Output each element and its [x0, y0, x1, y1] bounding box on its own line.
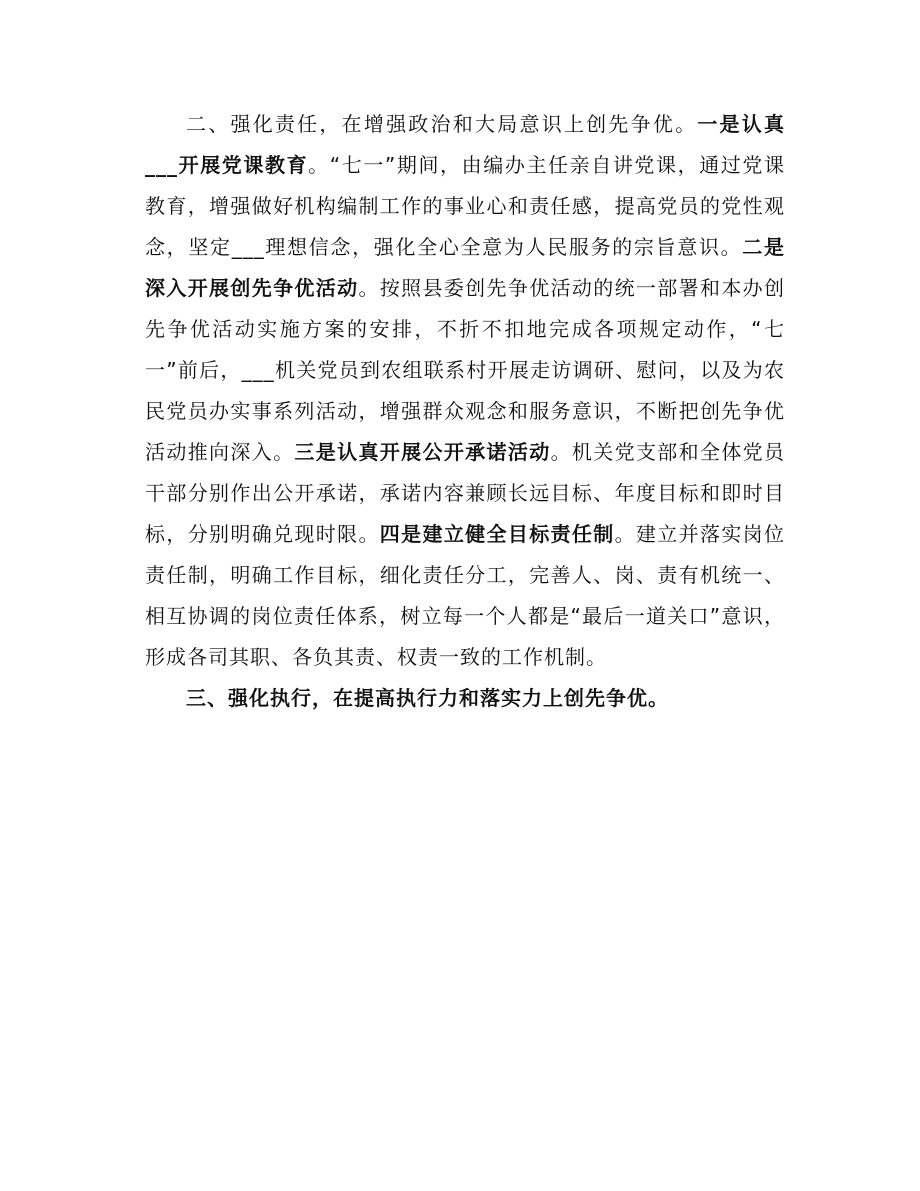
- paragraph-section-three: [145, 678, 785, 719]
- point-three-text: 。机关党支部和全体党员干部分别作出公开承诺，承诺内容兼顾长远目标、年度目标和即时目标，分别明确兑现时限。: [145, 440, 786, 546]
- section-three-heading: 三、强化执行，在提高执行力和落实力上创先争优。: [186, 686, 669, 710]
- point-one-heading: 一是认真___开展党课教育: [145, 112, 786, 177]
- point-three-heading: 三是认真开展公开承诺活动: [294, 440, 551, 464]
- point-one-text: 。“七一”期间，由编办主任亲自讲党课，通过党课教育，增强做好机构编制工作的事业心和责任感，提高党员的党性观念，坚定___理想信念，强化全心全意为人民服务的宗旨意识。: [145, 153, 785, 259]
- point-four-heading: 四是建立健全目标责任制: [379, 522, 615, 546]
- paragraph-section-two: [145, 104, 785, 678]
- section-two-heading: 二、强化责任，在增强政治和大局意识上创先争优。: [186, 112, 698, 136]
- point-two-heading: 二是深入开展创先争优活动: [145, 235, 786, 300]
- point-four-text: 。建立并落实岗位责任制，明确工作目标，细化责任分工，完善人、岗、责有机统一、相互协调的岗位责任体系，树立每一个人都是“最后一道关口”意识，形成各司其职、各负其责、权责一致的工作机制。: [145, 522, 786, 669]
- document-body: [145, 104, 785, 719]
- point-two-text: 。按照县委创先争优活动的统一部署和本办创先争优活动实施方案的安排，不折不扣地完成各项规定动作，“七一”前后，___机关党员到农组联系村开展走访调研、慰问，以及为农民党员办实事系列活动，增强群众观念和服务意识，不断把创先争优活动推向深入。: [145, 276, 786, 464]
